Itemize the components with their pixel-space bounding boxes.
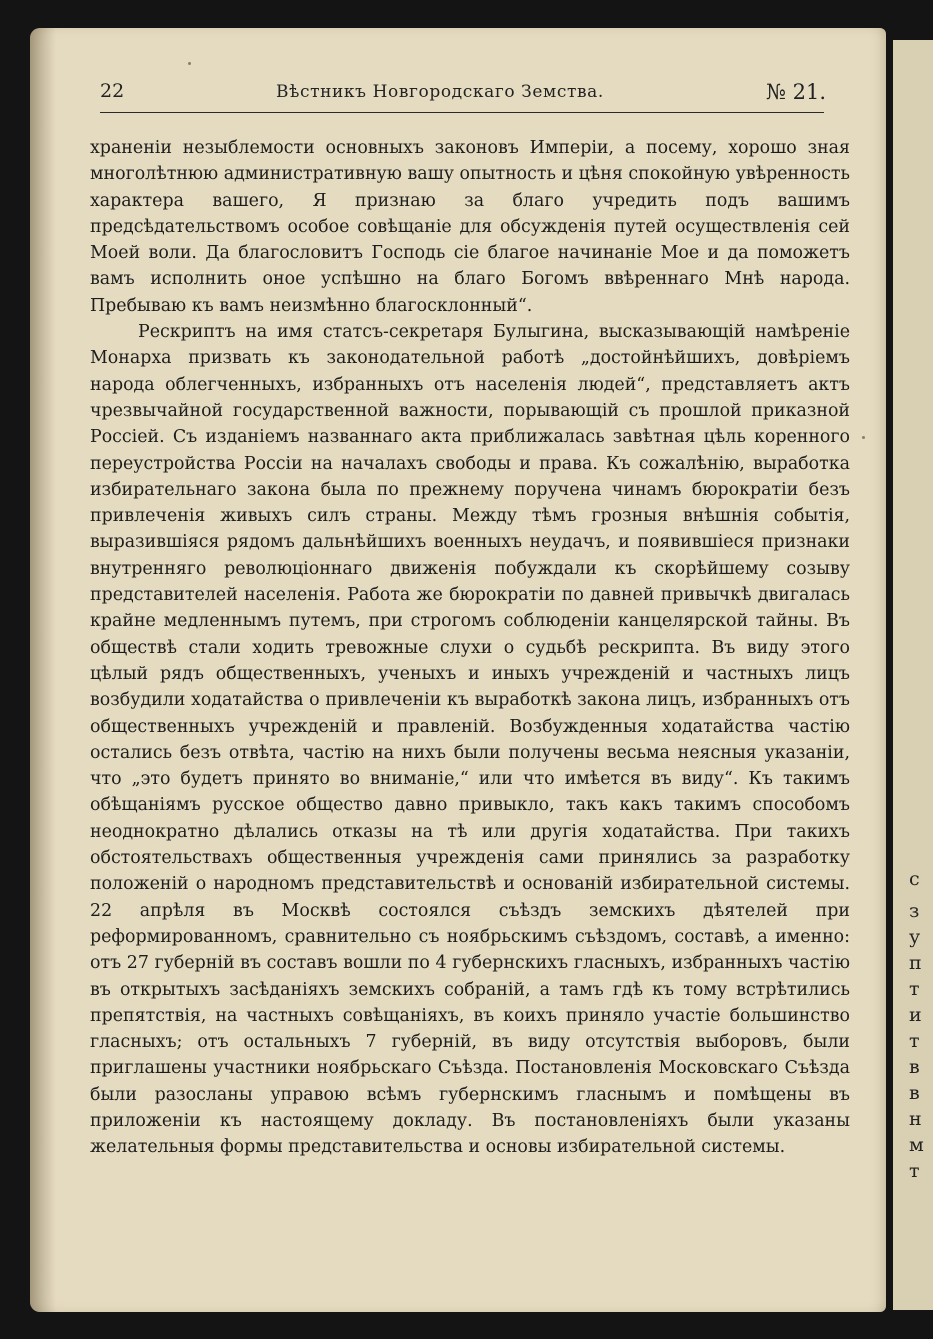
adjacent-fragment: м	[909, 1134, 924, 1156]
running-header	[100, 80, 824, 113]
adjacent-fragment: н	[909, 1108, 922, 1130]
adjacent-page-edge	[893, 40, 933, 1310]
adjacent-fragment: с	[909, 868, 920, 890]
adjacent-fragment: з	[909, 900, 920, 922]
adjacent-fragment: и	[909, 1004, 922, 1026]
adjacent-fragment: т	[909, 1160, 920, 1182]
adjacent-fragment: т	[909, 978, 920, 1000]
issue-number: № 21.	[766, 80, 826, 104]
paper-speck	[188, 62, 191, 65]
adjacent-fragment: у	[909, 926, 921, 948]
gutter-shadow	[30, 28, 56, 1312]
body-text	[90, 135, 850, 1161]
adjacent-fragment: в	[909, 1056, 920, 1078]
page-number: 22	[100, 80, 125, 102]
adjacent-fragment: п	[909, 952, 922, 974]
paragraph-rescript: Рескриптъ на имя статсъ-секретаря Булыгина, высказывающій намѣреніе Монарха призвать къ законодательной работѣ „достойнѣйшихъ, довѣріемъ народа облегченныхъ, избранныхъ отъ населенія людей“, представляетъ актъ чрезвычайной государственной важности, порывающій съ прошлой приказной Россіей. Съ изданіемъ названнаго акта приближалась завѣтная цѣль коренного переустройства Россіи на началахъ свободы и права. Къ сожалѣнію, выработка избирательнаго закона была по прежнему поручена чинамъ бюрократіи безъ привлеченія живыхъ силъ страны. Между тѣмъ грозныя внѣшнія событія, выразившіяся рядомъ дальнѣйшихъ военныхъ неудачъ, и появившіеся признаки внутренняго революціоннаго движенія побуждали къ скорѣйшему созыву представителей населенія. Работа же бюрократіи по давней привычкѣ двигалась крайне медленнымъ путемъ, при строгомъ соблюденіи канцелярской тайны. Въ обществѣ стали ходить тревожные слухи о судьбѣ рескрипта. Въ виду этого цѣлый рядъ общественныхъ, ученыхъ и иныхъ учрежденій и частныхъ лицъ возбудили ходатайства о привлеченіи къ выработкѣ закона лицъ, избранныхъ отъ общественныхъ учрежденій и правленій. Возбужденныя ходатайства частію остались безъ отвѣта, частію на нихъ были получены весьма неясныя указаніи, что „это будетъ принято во вниманіе,“ или что имѣется въ виду“. Къ такимъ обѣщаніямъ русское общество давно привыкло, такъ какъ такимъ способомъ неоднократно дѣлались отказы на тѣ или другія ходатайства. При такихъ обстоятельствахъ общественныя учрежденія сами принялись за разработку положеній о народномъ представительствѣ и основаній избирательной системы. 22 апрѣля въ Москвѣ состоялся съѣздъ земскихъ дѣятелей при реформированномъ, сравнительно съ ноябрьскимъ съѣздомъ, составѣ, а именно: отъ 27 губерній въ составъ вошли по 4 губернскихъ гласныхъ, избранныхъ частію въ открытыхъ засѣданіяхъ земскихъ собраній, а тамъ гдѣ къ тому встрѣтились препятствія, на частныхъ совѣщаніяхъ, въ коихъ приняло участіе большинство гласныхъ; отъ остальныхъ 7 губерній, въ виду отсутствія выборовъ, были приглашены участники ноябрьскаго Съѣзда. Постановленія Московскаго Съѣзда были разосланы управою всѣмъ губернскимъ гласнымъ и помѣщены въ приложеніи къ настоящему докладу. Въ постановленіяхъ были указаны желательныя формы представительства и основы избирательной системы.	[90, 322, 850, 1158]
adjacent-fragment: т	[909, 1030, 920, 1052]
paper-speck	[862, 436, 865, 439]
adjacent-fragment: в	[909, 1082, 920, 1104]
journal-title: Вѣстникъ Новгородскаго Земства.	[276, 82, 604, 102]
paragraph-continuation: храненіи незыблемости основныхъ законовъ Имперіи, а посему, хорошо зная многолѣтнюю административную вашу опытность и цѣня спокойную увѣренность характера вашего, Я признаю за благо учредить подъ вашимъ предсѣдательствомъ особое совѣщаніе для обсужденія путей осуществленія сей Моей воли. Да благословитъ Господь сіе благое начинаніе Мое и да поможетъ вамъ исполнить оное успѣшно на благо Богомъ ввѣреннаго Мнѣ народа. Пребываю къ вамъ неизмѣнно благосклонный“.	[90, 138, 850, 316]
